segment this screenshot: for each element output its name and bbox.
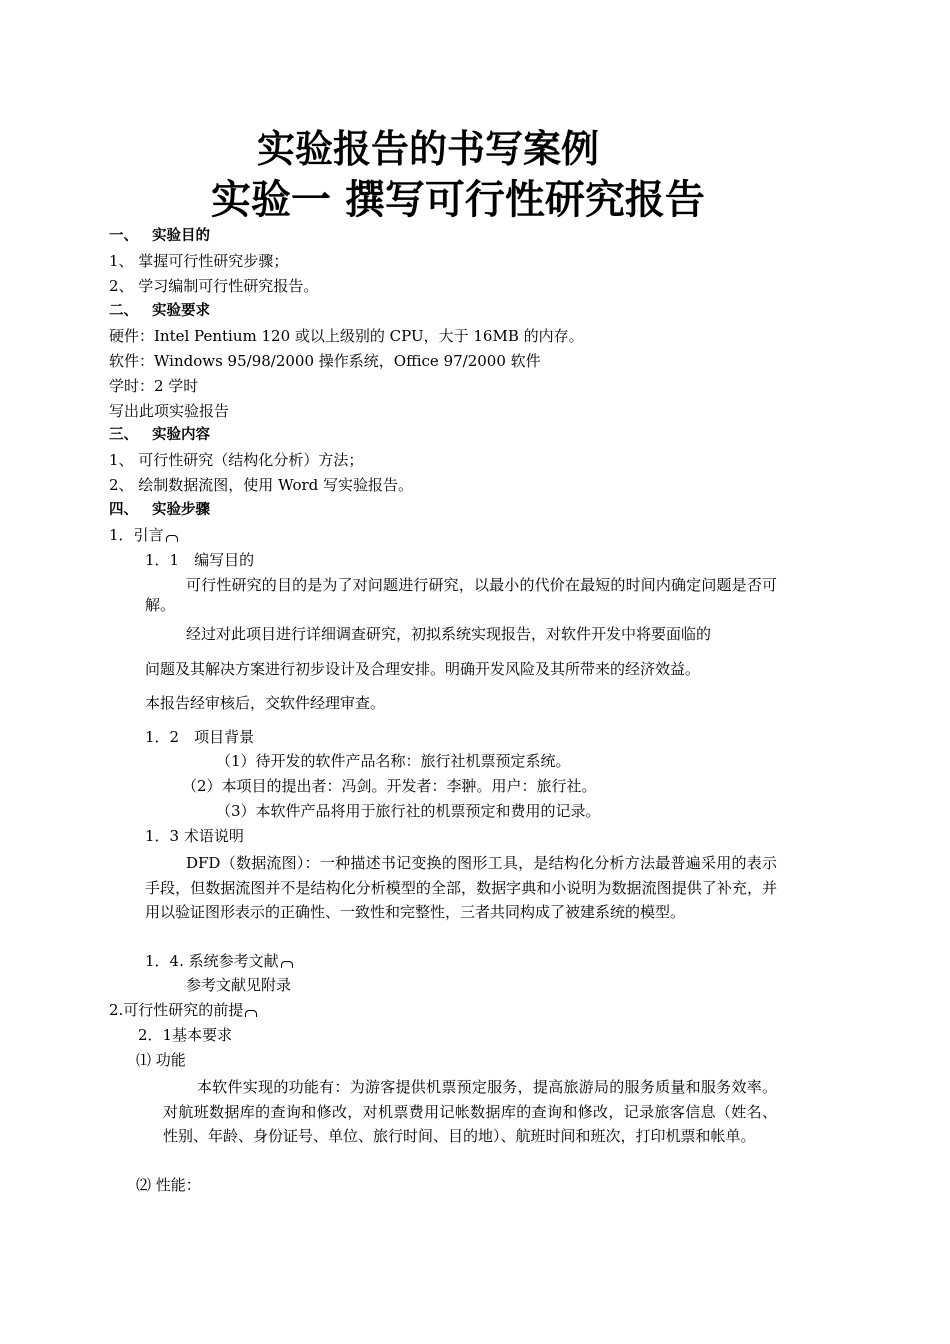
background-item-3: （3）本软件产品将用于旅行社的机票预定和费用的记录。: [216, 802, 601, 820]
background-item-2: （2）本项目的提出者：冯剑。开发者：李翀。用户：旅行社。: [182, 777, 597, 795]
heading-2-1: 2．1基本要求: [138, 1026, 233, 1044]
paragraph-mark-icon: [281, 961, 293, 968]
heading-1-3: 1．3 术语说明: [145, 827, 244, 845]
heading-1-4: [145, 951, 293, 971]
paragraph-purpose: 可行性研究的目的是为了对问题进行研究，以最小的代价在最短的时间内确定问题是否可解。: [145, 576, 777, 614]
document-subtitle: 实验一 撰写可行性研究报告: [211, 177, 705, 223]
requirement-hardware: 硬件：Intel Pentium 120 或以上级别的 CPU，大于 16MB 的内存。: [109, 327, 584, 345]
section-title: 实验目的: [152, 228, 210, 244]
section-number: 三、: [109, 427, 138, 443]
paragraph-survey-line-3: 本报告经审核后，交软件经理审查。: [145, 694, 386, 712]
section-number: 一、: [109, 228, 138, 244]
document-title: 实验报告的书写案例: [257, 127, 600, 171]
section-number: 二、: [109, 303, 138, 319]
background-item-1: （1）待开发的软件产品名称：旅行社机票预定系统。: [216, 752, 571, 770]
section-title: 实验步骤: [152, 502, 210, 518]
heading-1-1: 1．1 编写目的: [145, 551, 255, 569]
section-heading-4: [109, 500, 210, 520]
section-title: 实验要求: [152, 303, 210, 319]
content-item-2: 2、 绘制数据流图，使用 Word 写实验报告。: [109, 476, 414, 494]
paragraph-terms: DFD（数据流图）：一种描述书记变换的图形工具，是结构化分析方法最普遍采用的表示手段，但数据流图并不是结构化分析模型的全部，数据字典和小说明为数据流图提供了补充，并用以验证图形表示的正确性、一致性和完整性，三者共同构成了被建系统的模型。: [145, 854, 777, 921]
heading-1-4-label: 1．4. 系统参考文献: [145, 952, 279, 970]
paragraph-mark-icon: [166, 535, 178, 542]
requirement-software: 软件：Windows 95/98/2000 操作系统，Office 97/2000 软件: [109, 352, 541, 370]
paragraph-mark-icon: [245, 1010, 257, 1017]
subsection-intro: [109, 525, 178, 545]
content-item-1: 1、 可行性研究（结构化分析）方法；: [109, 451, 364, 469]
section-heading-3: [109, 425, 210, 445]
section-heading-2: [109, 301, 210, 321]
section-heading-1: [109, 226, 210, 246]
requirement-report: 写出此项实验报告: [109, 402, 230, 420]
section-number: 四、: [109, 502, 138, 518]
subsection-intro-label: 1．引言: [109, 526, 164, 544]
heading-function: ⑴ 功能: [136, 1051, 186, 1069]
paragraph-survey-line-1: 经过对此项目进行详细调查研究，初拟系统实现报告，对软件开发中将要面临的: [186, 625, 712, 643]
heading-2-label: 2.可行性研究的前提: [109, 1001, 244, 1019]
objective-item-2: 2、 学习编制可行性研究报告。: [109, 277, 319, 295]
section-title: 实验内容: [152, 427, 210, 443]
requirement-hours: 学时：2 学时: [109, 377, 199, 395]
heading-1-2: 1．2 项目背景: [145, 728, 255, 746]
paragraph-function: 本软件实现的功能有：为游客提供机票预定服务，提高旅游局的服务质量和服务效率。对航班数据库的查询和修改，对机票费用记帐数据库的查询和修改，记录旅客信息（姓名、性别、年龄、身份证号、单位、旅行时间、目的地）、航班时间和班次，打印机票和帐单。: [163, 1078, 777, 1145]
objective-item-1: 1、 掌握可行性研究步骤；: [109, 252, 289, 270]
paragraph-references: 参考文献见附录: [186, 976, 292, 994]
heading-performance: ⑵ 性能：: [136, 1176, 201, 1194]
paragraph-survey-line-2: 问题及其解决方案进行初步设计及合理安排。明确开发风险及其所带来的经济效益。: [145, 660, 701, 678]
heading-2: [109, 1000, 257, 1020]
